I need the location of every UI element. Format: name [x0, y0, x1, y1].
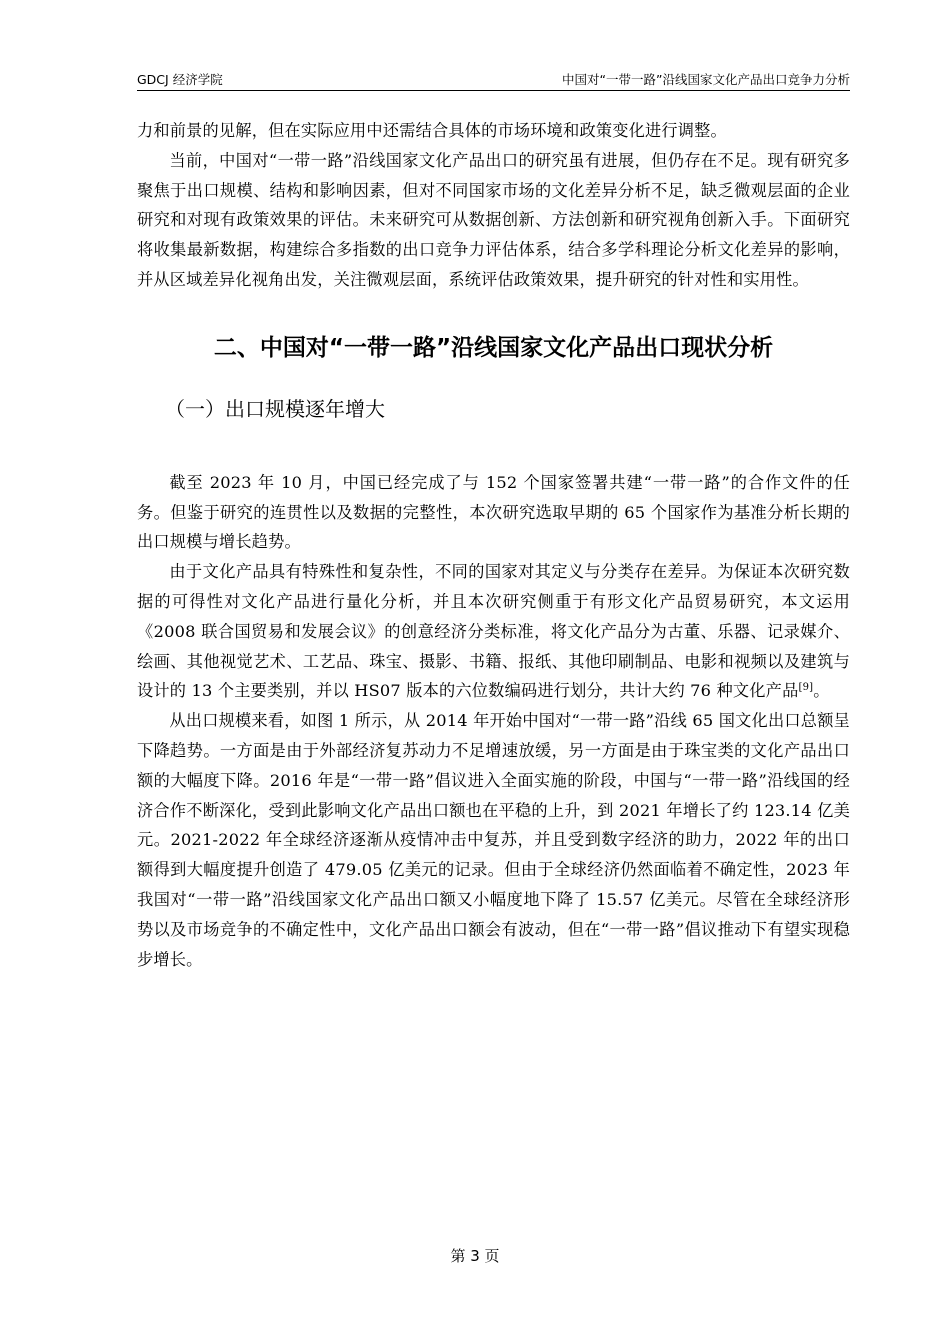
header-school: GDCJ 经济学院	[137, 72, 223, 87]
paragraph: 当前，中国对“一带一路”沿线国家文化产品出口的研究虽有进展，但仍存在不足。现有研究多聚焦于出口规模、结构和影响因素，但对不同国家市场的文化差异分析不足，缺乏微观层面的企业研究和对现有政策效果的评估。未来研究可从数据创新、方法创新和研究视角创新入手。下面研究将收集最新数据，构建综合多指数的出口竞争力评估体系，结合多学科理论分析文化差异的影响，并从区域差异化视角出发，关注微观层面，系统评估政策效果，提升研究的针对性和实用性。	[137, 150, 850, 289]
paragraph	[137, 557, 850, 706]
citation-ref[interactable]: [9]	[798, 682, 814, 694]
paragraph: 从出口规模来看，如图 1 所示，从 2014 年开始中国对“一带一路”沿线 65 国文化出口总额呈下降趋势。一方面是由于外部经济复苏动力不足增速放缓，另一方面是由于珠宝类的文化产品出口额的大幅度下降。2016 年是“一带一路”倡议进入全面实施的阶段，中国与“一带一路”沿线国的经济合作不断深化，受到此影响文化产品出口额也在平稳的上升，到 2021 年增长了约 123.14 亿美元。2021-2022 年全球经济逐渐从疫情冲击中复苏，并且受到数字经济的助力，2022 年的出口额得到大幅度提升创造了 479.05 亿美元的记录。但由于全球经济仍然面临着不确定性，2023 年我国对“一带一路”沿线国家文化产品出口额又小幅度地下降了 15.57 亿美元。尽管在全球经济形势以及市场竞争的不确定性中，文化产品出口额会有波动，但在“一带一路”倡议推动下有望实现稳步增长。	[137, 711, 850, 969]
page-body	[137, 116, 850, 974]
page-number: 第 3 页	[450, 1247, 500, 1265]
running-header	[137, 68, 850, 91]
section-heading: 二、中国对“一带一路”沿线国家文化产品出口现状分析	[213, 334, 774, 361]
paragraph-end: 。	[813, 681, 830, 701]
paragraph-text: 由于文化产品具有特殊性和复杂性，不同的国家对其定义与分类存在差异。为保证本次研究数据的可得性对文化产品进行量化分析，并且本次研究侧重于有形文化产品贸易研究，本文运用《2008 联合国贸易和发展会议》的创意经济分类标准，将文化产品分为古董、乐器、记录媒介、绘画、其他视觉艺术、工艺品、珠宝、摄影、书籍、报纸、其他印刷制品、电影和视频以及建筑与设计的 13 个主要类别，并以 HS07 版本的六位数编码进行划分，共计大约 76 种文化产品	[137, 562, 850, 701]
paragraph: 截至 2023 年 10 月，中国已经完成了与 152 个国家签署共建“一带一路”的合作文件的任务。但鉴于研究的连贯性以及数据的完整性，本次研究选取早期的 65 个国家作为基准分析长期的出口规模与增长趋势。	[137, 472, 850, 552]
subsection-heading: （一）出口规模逐年增大	[165, 396, 385, 421]
paragraph: 力和前景的见解，但在实际应用中还需结合具体的市场环境和政策变化进行调整。	[137, 121, 727, 140]
spacer	[137, 439, 850, 468]
header-title: 中国对“一带一路”沿线国家文化产品出口竞争力分析	[562, 72, 850, 87]
